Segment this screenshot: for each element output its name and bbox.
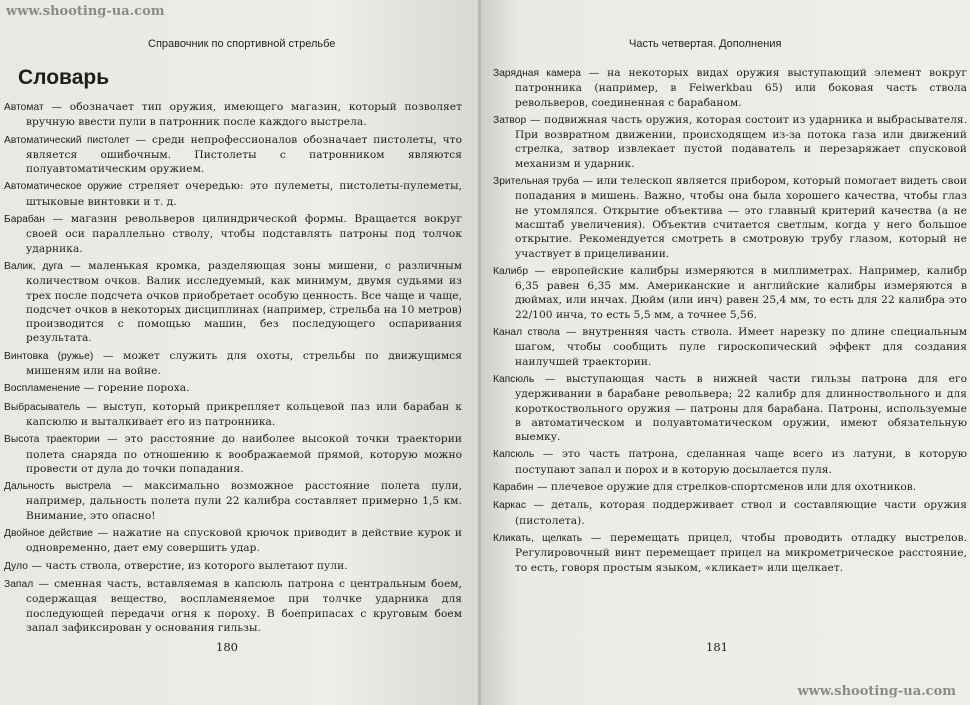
left-page	[0, 0, 480, 705]
glossary-definition: — выступающая часть в нижней части гильзы патрона для его удерживании в барабане револьвера; 22 калибр для длинноствольного и для короткоствольного оружия — патроны для барабана. Патроны, используемые в автоматическом и полуавтоматическом оружии, имеют обязательную выемку.	[515, 372, 967, 444]
watermark-bottom[interactable]: www.shooting-ua.com	[797, 684, 956, 699]
glossary-entry	[4, 400, 462, 430]
glossary-definition: — среди непрофессионалов обозначает пистолеты, что является ошибочным. Пистолеты с патронником являются полуавтоматическим оружием.	[26, 133, 462, 176]
glossary-definition: — европейские калибры измеряются в миллиметрах. Например, калибр 6,35 равен 6,35 мм. Американские и английские калибры измеряются в дюймах, или инчах. Дюйм (или инч) равен 25,4 мм, то есть для 22 калибра это 22/100 инча, то есть 5,5 мм, а точнее 5,56.	[515, 264, 967, 321]
glossary-entry	[4, 432, 462, 476]
glossary-definition: — максимально возможное расстояние полета пули, например, дальность полета пули 22 калибра составляет примерно 1,5 км. Внимание, это опасно!	[26, 480, 462, 522]
glossary-term: Капсюль	[493, 449, 535, 461]
glossary-term: Автоматический пистолет	[4, 134, 130, 146]
glossary-entry	[4, 349, 462, 379]
glossary-entry	[4, 577, 462, 635]
glossary-term: Дуло	[4, 560, 28, 572]
glossary-entry	[4, 259, 462, 346]
glossary-term: Автоматическое оружие	[4, 181, 123, 193]
left-entry-list	[4, 100, 462, 638]
glossary-term: Зрительная труба	[493, 176, 579, 188]
glossary-definition: — перемещать прицел, чтобы проводить отладку выстрелов. Регулировочный винт перемещает прицел на микрометрическое расстояние, то есть, говоря простым языком, «кликает» или щелкает.	[515, 531, 967, 574]
glossary-definition: стреляет очередью: это пулеметы, пистолеты-пулеметы, штыковые винтовки и т. д.	[26, 180, 463, 208]
glossary-term: Кликать, щелкать	[493, 532, 583, 544]
glossary-definition: — плечевое оружие для стрелков-спортсменов или для охотников.	[533, 481, 917, 494]
glossary-entry	[4, 559, 462, 574]
glossary-term: Калибр	[493, 265, 529, 277]
glossary-entry	[493, 174, 967, 261]
glossary-entry	[493, 480, 967, 495]
glossary-definition: — это расстояние до наиболее высокой точки траектории полета снаряда по отношению к воображаемой прямой, которую можно провести от дула до точки попадания.	[26, 433, 462, 475]
watermark-top[interactable]: www.shooting-ua.com	[6, 4, 165, 19]
glossary-entry	[4, 381, 462, 396]
left-running-head: Справочник по спортивной стрельбе	[148, 38, 336, 50]
glossary-definition: — маленькая кромка, разделяющая зоны мишени, с различным количеством очков. Валик исследуемый, как минимум, двумя судьями из трех после подсчета очков приобретает особую ценность. Все чаще и чаще, подсчет очков в некоторых дисциплинах (например, стрельба на 10 метров) производится с помощью машин, без последующего оспаривания результата.	[26, 259, 462, 345]
glossary-entry	[4, 133, 462, 177]
glossary-term: Двойное действие	[4, 528, 94, 540]
right-running-head: Часть четвертая. Дополнения	[629, 38, 782, 50]
glossary-term: Затвор	[493, 114, 527, 126]
glossary-definition: — часть ствола, отверстие, из которого вылетают пули.	[27, 559, 348, 572]
glossary-entry	[493, 372, 967, 444]
glossary-definition: — обозначает тип оружия, имеющего магазин, который позволяет вручную ввести пули в патронник после каждого выстрела.	[26, 101, 462, 129]
right-entry-list	[493, 66, 967, 578]
glossary-term: Канал ствола	[493, 327, 560, 339]
glossary-definition: — подвижная часть оружия, которая состоит из ударника и выбрасывателя. При возвратном движении, происходящем из-за потока газа или движений стрелка, затвор извлекает пустой подаватель и перезаряжает спусковой механизм и ударник.	[515, 113, 967, 170]
glossary-entry	[4, 100, 462, 130]
glossary-term: Высота траектории	[4, 434, 100, 446]
left-page-number: 180	[216, 640, 238, 654]
glossary-definition: — горение пороха.	[80, 382, 190, 395]
glossary-definition: — сменная часть, вставляемая в капсюль патрона с центральным боем, содержащая вещество, воспламеняемое при толчке ударника для последующей передачи огня к пороху. В боеприпасах с круговым боем запал зафиксирован у основания гильзы.	[26, 577, 462, 634]
glossary-term: Карабин	[493, 482, 534, 494]
glossary-term: Автомат	[4, 102, 44, 113]
glossary-definition: — или телескоп является прибором, который помогает видеть свои попадания в мишень. Важно, чтобы она была хорошего качества, чтобы глаз не утомлялся. Открытие объектива — это главный критерий качества (а не масштаб увеличения). Объектив считается светлым, когда у него большое открытие. Рекомендуется смотреть в смотровую трубу глазом, который не участвует в прицеливании.	[515, 175, 967, 260]
glossary-term: Каркас	[493, 500, 527, 512]
glossary-entry	[4, 479, 462, 523]
glossary-definition: — нажатие на спусковой крючок приводит в действие курок и одновременно, дает ему совершить удар.	[26, 527, 462, 555]
glossary-term: Капсюль	[493, 373, 535, 385]
section-title: Словарь	[18, 66, 110, 89]
glossary-definition: — внутренняя часть ствола. Имеет нарезку по длине специальным шагом, чтобы сообщить пуле гироскопический эффект для создания наилучшей траектории.	[515, 326, 967, 368]
glossary-definition: — это часть патрона, сделанная чаще всего из латуни, в которую поступают запал и порох и в которую досылается пуля.	[515, 448, 967, 476]
glossary-term: Выбрасыватель	[4, 401, 81, 413]
glossary-term: Винтовка (ружье)	[4, 350, 94, 362]
glossary-term: Запал	[4, 578, 34, 590]
glossary-definition: — выступ, который прикрепляет кольцевой паз или барабан к капсюлю и выталкивает его из патронника.	[26, 400, 462, 428]
glossary-entry	[493, 325, 967, 369]
glossary-entry	[493, 447, 967, 477]
glossary-definition: — магазин револьверов цилиндрической формы. Вращается вокруг своей оси параллельно стволу, чтобы подставлять патроны под толчок ударника.	[26, 213, 462, 255]
glossary-term: Дальность выстрела	[4, 481, 111, 493]
glossary-definition: — деталь, которая поддерживает ствол и составляющие части оружия (пистолета).	[515, 499, 967, 527]
glossary-entry	[4, 526, 462, 556]
glossary-entry	[4, 212, 462, 256]
glossary-definition: — может служить для охоты, стрельбы по движущимся мишеням или на войне.	[26, 349, 462, 378]
glossary-term: Валик, дуга	[4, 260, 63, 272]
glossary-entry	[4, 179, 462, 209]
glossary-definition: — на некоторых видах оружия выступающий элемент вокруг патронника (например, в Feiwerkbau 65) или боковая часть ствола револьверов, соединенная с барабаном.	[515, 67, 967, 109]
right-page-number: 181	[706, 640, 728, 654]
glossary-term: Зарядная камера	[493, 68, 581, 79]
right-page	[481, 0, 970, 705]
glossary-entry	[493, 498, 967, 528]
glossary-term: Барабан	[4, 214, 45, 226]
glossary-term: Воспламенение	[4, 383, 81, 395]
glossary-entry	[493, 264, 967, 322]
glossary-entry	[493, 531, 967, 575]
glossary-entry	[493, 113, 967, 171]
glossary-entry	[493, 66, 967, 110]
